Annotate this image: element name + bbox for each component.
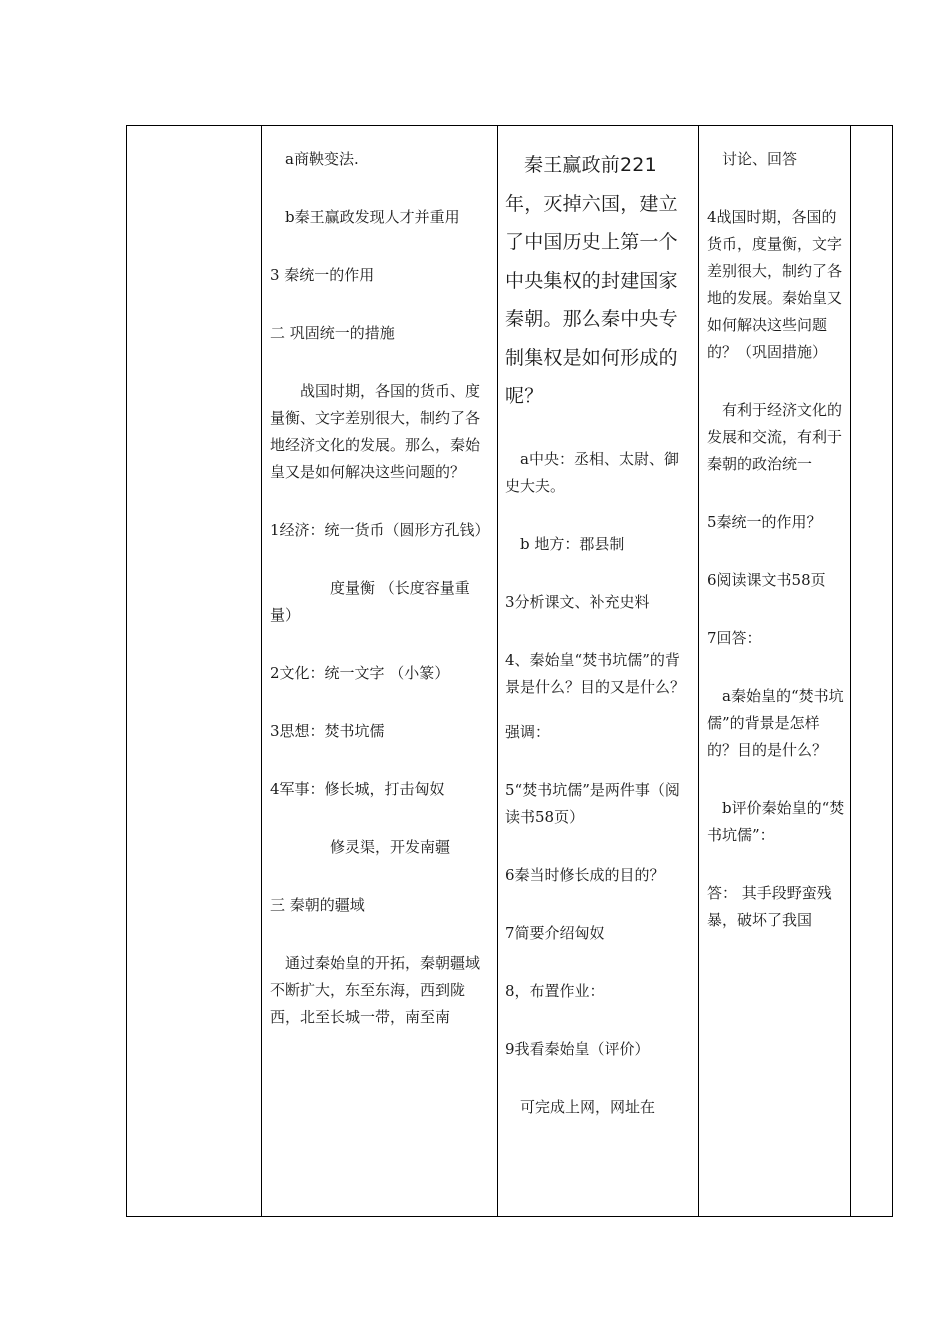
col4-paragraph: 6阅读课文书58页 [707,571,826,589]
col2-paragraph: b秦王赢政发现人才并重用 [285,208,460,226]
col4-paragraph: b评价秦始皇的“焚书坑儒”： [707,799,845,844]
col4-paragraph: 答： 其手段野蛮残暴，破坏了我国 [707,884,832,929]
column-divider [497,126,498,1216]
col3-paragraph: a中央：丞相、太尉、御史大夫。 [505,449,679,495]
col3-paragraph: 强调： [505,722,551,741]
col2-paragraph: 度量衡 （长度容量重量） [270,579,470,624]
col2-paragraph: 3 秦统一的作用 [270,266,375,284]
column-4-cell [707,126,847,934]
column-3-cell [505,126,693,1121]
col3-paragraph: 7简要介绍匈奴 [505,923,605,942]
col4-paragraph: a秦始皇的“焚书坑儒”的背景是怎样的？目的是什么？ [707,687,844,759]
col4-paragraph: 讨论、回答 [722,150,798,168]
column-divider [261,126,262,1216]
col3-paragraph: b 地方：郡县制 [520,534,625,553]
column-divider [698,126,699,1216]
column-5-cell [851,126,894,1216]
col2-paragraph: 三 秦朝的疆域 [270,896,365,914]
col2-paragraph: 4军事：修长城，打击匈奴 [270,780,445,798]
col3-paragraph: 8，布置作业： [505,981,605,1000]
col3-paragraph: 4、秦始皇“焚书坑儒”的背景是什么？目的又是什么？ [505,650,686,696]
col4-paragraph: 7回答： [707,629,762,647]
column-2-cell [270,126,492,1031]
col4-paragraph: 有利于经济文化的发展和交流，有利于秦朝的政治统一 [707,401,843,473]
col3-paragraph: 9我看秦始皇（评价） [505,1039,650,1058]
ppt-highlight-text: 秦王赢政前221年，灭掉六国，建立了中国历史上第一个中央集权的封建国家秦朝。那么秦中央专制集权是如何形成的呢？ [505,154,678,407]
col3-paragraph: 3分析课文、补充史料 [505,592,650,611]
col2-paragraph: 通过秦始皇的开拓，秦朝疆域不断扩大，东至东海，西到陇西，北至长城一带，南至南 [270,954,481,1026]
col4-paragraph: 5秦统一的作用？ [707,513,822,531]
col2-paragraph: 3思想：焚书坑儒 [270,722,385,740]
col2-paragraph: a商鞅变法. [285,150,359,168]
column-1-cell [127,126,261,1216]
col3-paragraph: 5“焚书坑儒”是两件事（阅读书58页） [505,780,680,826]
col2-paragraph: 二 巩固统一的措施 [270,324,395,342]
col2-paragraph: 战国时期，各国的货币、度量衡、文字差别很大，制约了各地经济文化的发展。那么，秦始皇又是如何解决这些问题的？ [270,382,481,481]
col2-paragraph: 1经济：统一货币（圆形方孔钱） [270,521,490,539]
col3-paragraph: 6秦当时修长成的目的？ [505,865,665,884]
lesson-plan-table [126,125,893,1217]
col3-paragraph: 可完成上网，网址在 [520,1097,656,1116]
col2-paragraph: 2文化：统一文字 （小篆） [270,664,450,682]
col4-paragraph: 4战国时期，各国的货币，度量衡，文字差别很大，制约了各地的发展。秦始皇又如何解决这些问题的？（巩固措施） [707,208,843,361]
col2-paragraph: 修灵渠，开发南疆 [330,838,451,856]
